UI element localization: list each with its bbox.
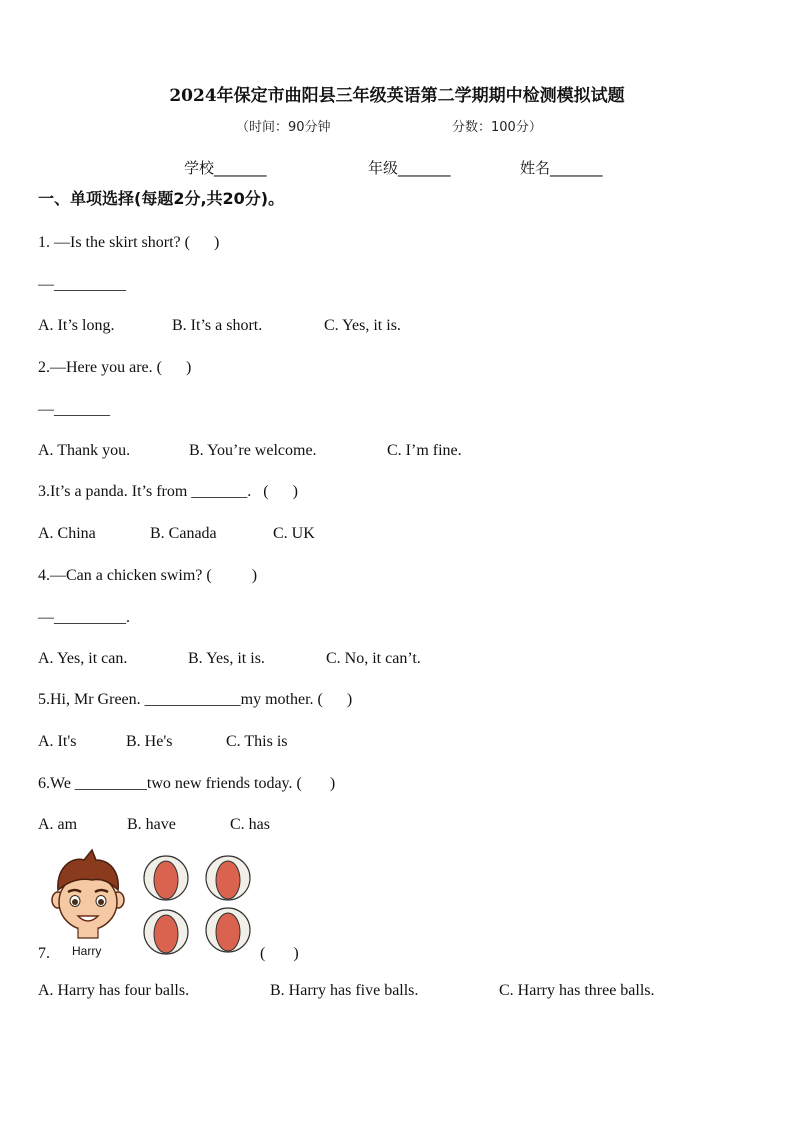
answer-line: —_______ (38, 401, 110, 418)
balls-illustration (140, 852, 260, 956)
option-c: C. has (230, 816, 270, 833)
exam-time: （时间：90分钟 (236, 120, 331, 135)
exam-score: 分数：100分） (452, 120, 542, 135)
ball-4 (206, 908, 250, 952)
option-b: B. have (127, 816, 176, 833)
question-stem: 6.We _________two new friends today. ( ) (38, 775, 336, 792)
ball-2 (206, 856, 250, 900)
ball-3 (144, 910, 188, 954)
boy-illustration (48, 848, 128, 940)
grade-field: 年级_______ (368, 159, 451, 177)
option-a: A. am (38, 816, 78, 833)
section-heading: 一、单项选择(每题2分,共20分)。 (38, 189, 285, 208)
option-c: C. Yes, it is. (324, 317, 401, 334)
option-a: A. Thank you. (38, 442, 131, 459)
page-title: 2024年保定市曲阳县三年级英语第二学期期中检测模拟试题 (169, 86, 625, 106)
picture-caption: Harry (72, 944, 102, 958)
option-a: A. Harry has four balls. (38, 982, 190, 999)
answer-line: —_________. (38, 609, 130, 626)
question-stem: 4.—Can a chicken swim? ( ) (38, 567, 258, 584)
option-c: C. UK (273, 525, 315, 542)
option-c: C. I’m fine. (387, 442, 462, 459)
question-number: 7. (38, 945, 50, 962)
option-b: B. Canada (150, 525, 217, 542)
boy-pupil-left (72, 899, 78, 905)
option-c: C. No, it can’t. (326, 650, 421, 667)
option-b: B. Harry has five balls. (270, 982, 419, 999)
option-b: B. He's (126, 733, 173, 750)
option-b: B. It’s a short. (172, 317, 263, 334)
option-b: B. You’re welcome. (189, 442, 317, 459)
boy-neck (78, 928, 98, 938)
option-a: A. It’s long. (38, 317, 115, 334)
option-a: A. It's (38, 733, 77, 750)
question-stem: 2.—Here you are. ( ) (38, 359, 192, 376)
school-field: 学校_______ (184, 159, 267, 177)
question-stem: 3.It’s a panda. It’s from _______. ( ) (38, 483, 298, 500)
option-c: C. This is (226, 733, 288, 750)
ball-1 (144, 856, 188, 900)
question-stem: 5.Hi, Mr Green. ____________my mother. ( ) (38, 691, 353, 708)
option-b: B. Yes, it is. (188, 650, 265, 667)
answer-parentheses: ( ) (260, 945, 299, 962)
option-a: A. Yes, it can. (38, 650, 128, 667)
name-field: 姓名_______ (520, 159, 603, 177)
answer-line: —_________ (38, 276, 126, 293)
option-c: C. Harry has three balls. (499, 982, 655, 999)
option-a: A. China (38, 525, 96, 542)
boy-pupil-right (98, 899, 104, 905)
question-stem: 1. —Is the skirt short? ( ) (38, 234, 220, 251)
